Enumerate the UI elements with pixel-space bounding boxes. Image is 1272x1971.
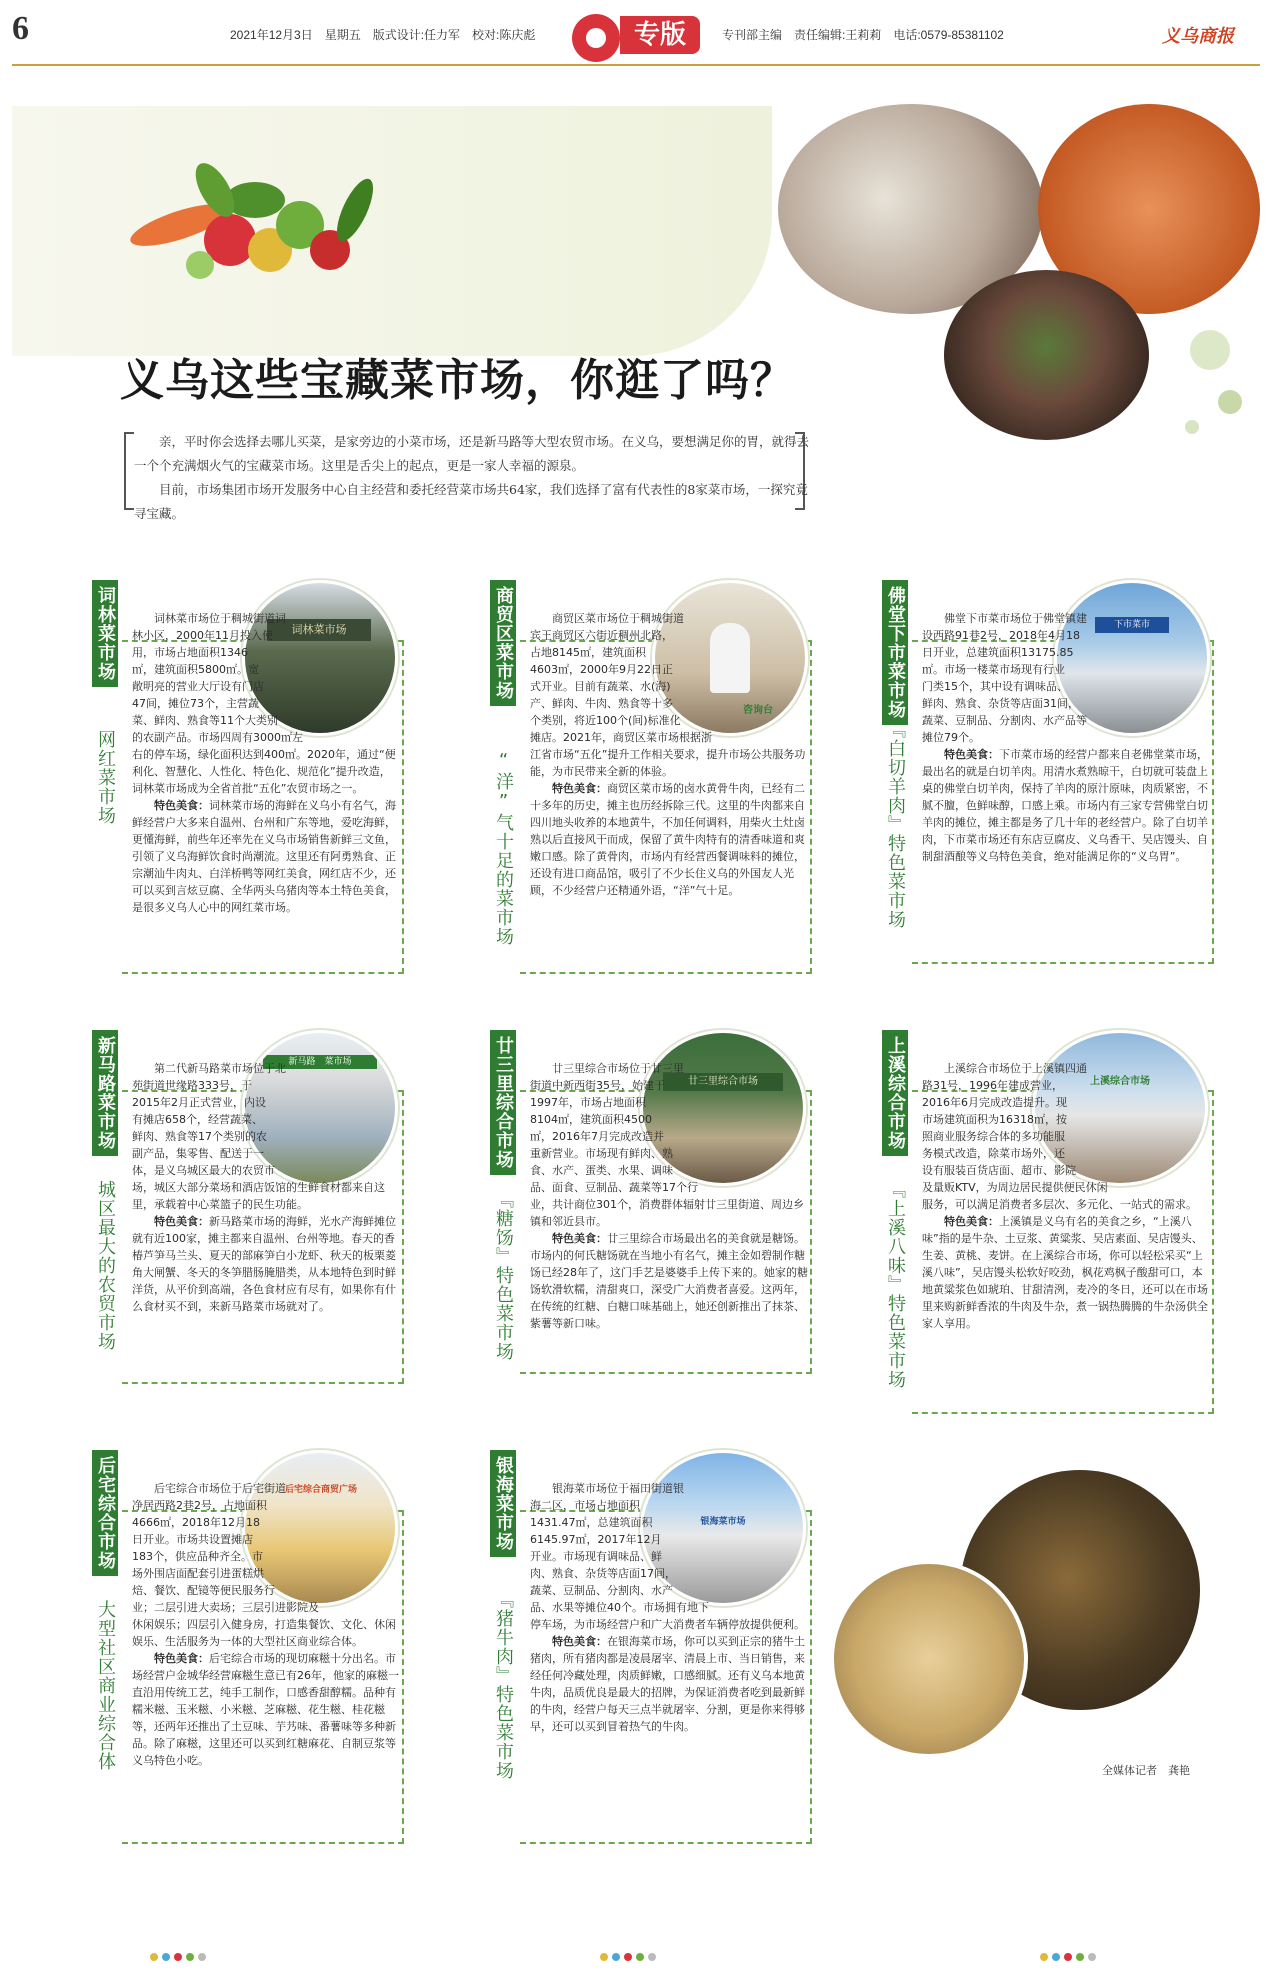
feature-text: 在银海菜市场，你可以买到正宗的猪牛土猪肉，所有猪肉都是凌晨屠宰、清晨上市、当日销售，来经任何冷藏处理，肉质鲜嫩，口感细腻。还有义乌本地黄牛肉，品质优良是最大的招牌，为保证消费者吃到最新鲜的牛肉，经营户每天三点半就屠宰、分割，更是你来得够早，还可以买到冒着热气的牛肉。 (530, 1635, 805, 1733)
info-desk-sign: 咨询台 (743, 705, 773, 716)
intro-p2: 目前，市场集团市场开发服务中心自主经营和委托经营菜市场共64家，我们选择了富有代表性的8家菜市场，一探究竟寻宝藏。 (134, 482, 808, 521)
building-sign: 下市菜市 (1095, 617, 1169, 633)
market-text (922, 1060, 1210, 1332)
food-photo-beef-with-cilantro (944, 270, 1149, 440)
footer-dots-center (600, 1946, 660, 1965)
market-intro: 上溪综合市场位于上溪镇四通路31号，1996年建成营业，2016年6月完成改造提升。现市场建筑面积为16318㎡，按照商业服务综合体的多功能服务模式改造，除菜市场外，还设有服装百货店面、超市、影院及量贩KTV，为周边居民提供便民休闲服务，可以满足消费者多层次、多元化、一站式的需求。 (922, 1062, 1197, 1211)
feature-label: 特色美食： (552, 1232, 607, 1245)
feature-label: 特色美食： (154, 1652, 209, 1665)
decor-dot (186, 1953, 194, 1961)
section-emblem-icon (572, 14, 620, 62)
market-text (530, 1060, 808, 1332)
market-card-yinhai (490, 1450, 810, 1850)
header-info-right: 专刊部主编 责任编辑:王莉莉 电话:0579-85381102 (722, 28, 1004, 42)
feature-text: 上溪镇是义乌有名的美食之乡，“上溪八味”指的是牛杂、土豆浆、黄粱浆、吴店素面、吴店馒头、生姜、黄桃、麦饼。在上溪综合市场，你可以轻松采买“上溪八味”，吴店馒头松软好咬劲，枫花鸡枫子酸甜可口，本地黄粱浆色如琥珀、甘甜清洌，麦冷的冬日，还可以在市场里来购新鲜香浓的牛肉及牛杂，煮一锅热腾腾的牛杂汤供全家人享用。 (922, 1215, 1208, 1330)
decor-dot (648, 1953, 656, 1961)
feature-label: 特色美食： (944, 748, 999, 761)
page-title: 义乌这些宝藏菜市场，你逛了吗？ (120, 355, 795, 406)
market-card-niansanli (490, 1030, 810, 1390)
market-card-houzhai (92, 1450, 402, 1850)
feature-text: 后宅综合市场的现切麻糍十分出名。市场经营户金城华经营麻糍生意已有26年，他家的麻糍一直沿用传统工艺，纯手工制作，口感香甜醇糯。品种有糯米糍、玉米糍、小米糍、芝麻糍、花生糍、桂花糍等，还两年还推出了土豆味、芋艿味、番薯味等多种新品。除了麻糍，这里还可以买到红糖麻花、自制豆浆等义乌特色小吃。 (132, 1652, 399, 1767)
market-intro: 廿三里综合市场位于廿三里街道中新西街35号，始建于1997年，市场占地面积8104㎡，建筑面积4500㎡，2016年7月完成改造并重新营业。市场现有鲜肉、熟食、水产、蛋类、水果、调味品、面食、豆制品、蔬菜等17个行业，共计商位301个，消费群体辐射廿三里街道、周边乡镇和邻近县市。 (530, 1062, 804, 1228)
market-tagline: 『上溪八味』特色菜市场 (885, 1180, 906, 1389)
feature-label: 特色美食： (154, 1215, 209, 1228)
decor-dot (636, 1953, 644, 1961)
feature-text: 商贸区菜市场的卤水黄骨牛肉，已经有二十多年的历史，摊主也历经拆除三代。这里的牛肉都来自四川地头收养的本地黄牛，不加任何调料，用柴火土灶卤熟以后直接风干而成，保留了黄牛肉特有的清香味道和爽嫩口感。除了黄骨肉，市场内有经营西餐调味料的摊位，还设有进口商品馆，吸引了不少长住义乌的外国友人光顾，不少经营户还精通外语，“洋”气十足。 (530, 782, 805, 897)
market-name: 商贸区菜市场 (490, 580, 516, 706)
market-text (530, 610, 808, 899)
market-text (132, 610, 400, 916)
market-card-fotang-xiashi (882, 580, 1212, 980)
decor-dot (600, 1953, 608, 1961)
footer-dots-left (150, 1946, 210, 1965)
feature-text: 词林菜市场的海鲜在义乌小有名气，海鲜经营户大多来自温州、台州和广东等地，爱吃海鲜，更懂海鲜，前些年还率先在义乌市场销售新鲜三文鱼，引领了义乌海鲜饮食时尚潮流。这里还有阿勇熟食、正宗潮汕牛肉丸、白洋桥鸭等网红美食，网红店不少，还可以买到言炫豆腐、全华两头乌猪肉等本土特色美食，是很多义乌人心中的网红菜市场。 (132, 799, 396, 914)
building-sign: 新马路 菜市场 (263, 1055, 377, 1069)
text-wrap-spacer (658, 1480, 808, 1602)
market-text (530, 1480, 808, 1735)
market-card-shangmaoqu (490, 580, 810, 980)
decor-dot (174, 1953, 182, 1961)
decor-dot (1040, 1953, 1048, 1961)
text-wrap-spacer (260, 610, 400, 732)
building-sign: 后宅综合商贸广场 (284, 1485, 357, 1495)
market-name: 后宅综合市场 (92, 1450, 118, 1576)
masthead-logo: 义乌商报 (1162, 26, 1234, 47)
food-photo-tofu (830, 1560, 1028, 1758)
intro-paragraphs (124, 426, 824, 530)
decor-dot (150, 1953, 158, 1961)
market-name: 上溪综合市场 (882, 1030, 908, 1156)
header-info-left: 2021年12月3日 星期五 版式设计:任力军 校对:陈庆彪 (230, 28, 536, 42)
vegetables-illustration (120, 130, 380, 300)
market-tagline: 城区最大的农贸市场 (95, 1180, 116, 1351)
market-tagline: “洋”气十足的菜市场 (493, 750, 514, 946)
building-sign: 银海菜市场 (700, 1517, 746, 1527)
market-tagline: 『猪牛肉』特色菜市场 (493, 1590, 514, 1780)
decor-dot (1064, 1953, 1072, 1961)
market-tagline: 网红菜市场 (95, 730, 116, 825)
page-number: 6 (12, 10, 29, 47)
decor-dot (162, 1953, 170, 1961)
feature-text: 下市菜市场的经营户都来自老佛堂菜市场，最出名的就是白切羊肉。用清水煮熟晾干，白切就可装盘上桌的佛堂白切羊肉，保持了羊肉的原汁原味，肉质紧密，不腻不膻，色鲜味醇，口感上乘。市场内有三家专营佛堂白切羊肉的摊位，摊主都是务了几十年的老经营户。除了白切羊肉，下市菜市场还有东店豆腐皮、义乌香干、吴店馒头、自制甜酒酿等义乌特色美食，绝对能满足你的“义乌胃”。 (922, 748, 1208, 863)
feature-label: 特色美食： (154, 799, 209, 812)
market-intro: 银海菜市场位于福田街道银海二区，市场占地面积1431.47㎡，总建筑面积6145.97㎡，2017年12月开业。市场现有调味品、鲜肉、熟食、杂货等店面17间，蔬菜、豆制品、分割肉、水产品、水果等摊位40个。市场拥有地下停车场，为市场经营户和广大消费者车辆停放提供便利。 (530, 1482, 805, 1631)
entrance-sign: 廿三里综合市场 (663, 1073, 783, 1091)
market-card-shangxi (882, 1030, 1212, 1430)
market-card-cilin (92, 580, 402, 980)
market-intro: 第二代新马路菜市场位于北苑街道世缘路333号，于2015年2月正式营业，内设有摊店658个，经营蔬菜、鲜肉、熟食等17个类别的农副产品，集零售、配送于一体，是义乌城区最大的农贸市场，城区大部分菜场和酒店饭馆的生鲜食材都来自这里，承载着中心菜篮子的民生功能。 (132, 1062, 385, 1211)
decor-dot (624, 1953, 632, 1961)
market-name: 廿三里综合市场 (490, 1030, 516, 1175)
decor-dot (1218, 390, 1242, 414)
market-name: 新马路菜市场 (92, 1030, 118, 1156)
market-text (922, 610, 1210, 865)
market-intro: 后宅综合市场位于后宅街道净居西路2巷2号，占地面积4666㎡，2018年12月18日开业。市场共设置摊店183个，供应品种齐全。市场外围店面配套引进蛋糕烘焙、餐饮、配镜等便民服务行业；二层引进大卖场；三层引进影院及休闲娱乐；四层引入健身房，打造集餐饮、文化、休闲娱乐、生活服务为一体的大型社区商业综合体。 (132, 1482, 396, 1648)
building-sign: 上溪综合市场 (1090, 1076, 1150, 1087)
market-intro: 佛堂下市菜市场位于佛堂镇建设西路91巷2号，2018年4月18日开业，总建筑面积13175.85㎡。市场一楼菜市场现有行业门类15个，其中设有调味品、鲜肉、熟食、杂货等店面31间，蔬菜、豆制品、分割肉、水产品等摊位79个。 (922, 612, 1087, 744)
intro-p1: 亲，平时你会选择去哪儿买菜，是家旁边的小菜市场，还是新马路等大型农贸市场。在义乌，要想满足你的胃，就得去一个个充满烟火气的宝藏菜市场。这里是舌尖上的起点，更是一家人幸福的源泉。 (134, 434, 810, 473)
decor-dot (1076, 1953, 1084, 1961)
decor-dot (1190, 330, 1230, 370)
market-text (132, 1060, 400, 1315)
market-name: 词林菜市场 (92, 580, 118, 687)
text-wrap-spacer (260, 1480, 400, 1600)
decor-dot (612, 1953, 620, 1961)
feature-label: 特色美食： (552, 1635, 607, 1648)
decor-dot (1052, 1953, 1060, 1961)
market-tagline: 『白切羊肉』特色菜市场 (885, 720, 906, 929)
text-wrap-spacer (260, 1060, 400, 1178)
feature-label: 特色美食： (552, 782, 607, 795)
market-text (132, 1480, 400, 1769)
header-divider (12, 64, 1260, 66)
feature-label: 特色美食： (944, 1215, 999, 1228)
feature-text: 廿三里综合市场最出名的美食就是糖饧。市场内的何氏糖饧就在当地小有名气，摊主金如碧制作糖饧已经28年了，这门手艺是婆婆手上传下来的。她家的糖饧软滑软糯，清甜爽口，深受广大消费者喜爱。这两年，在传统的红糖、白糖口味基础上，她还创新推出了抹茶、紫薯等新口味。 (530, 1232, 808, 1330)
decor-dot (1088, 1953, 1096, 1961)
storefront-sign: 词林菜市场 (267, 619, 371, 641)
market-tagline: 『糖饧』特色菜市场 (493, 1190, 514, 1361)
decor-dot (1185, 420, 1199, 434)
feature-text: 新马路菜市场的海鲜，光水产海鲜摊位就有近100家，摊主都来自温州、台州等地。春天的香椿芦笋马兰头、夏天的部麻笋白小龙虾、秋天的板栗菱角大闸蟹、冬天的冬笋腊肠腌腊类，从本地特色到时鲜洋货，从平价到高端，各色食材应有尽有，如果你有什么食材买不到，来新马路菜市场就对了。 (132, 1215, 396, 1313)
market-tagline: 大型社区商业综合体 (95, 1600, 116, 1771)
market-card-xinmalu (92, 1030, 402, 1390)
market-intro: 商贸区菜市场位于稠城街道宾王商贸区六街近稠州北路，占地8145㎡，建筑面积4603㎡，2000年9月22日正式开业。目前有蔬菜、水(海)产、鲜肉、牛肉、熟食等十多个类别，将近100个(间)标准化摊店。2021年，商贸区菜市场根据浙江省市场“五化”提升工作相关要求，提升市场公共服务功能，为市民带来全新的体验。 (530, 612, 806, 778)
decor-dot (198, 1953, 206, 1961)
market-name: 银海菜市场 (490, 1450, 516, 1557)
footer-dots-right (1040, 1946, 1100, 1965)
market-intro: 词林菜市场位于稠城街道词林小区，2000年11月投入使用，市场占地面积1346㎡，建筑面积5800㎡。宽敞明亮的营业大厅设有门店47间，摊位73个，主营蔬菜、鲜肉、熟食等11个大类别的农副产品。市场四周有3000㎡左右的停车场，绿化面积达到400㎡。2020年，通过“便利化、智慧化、人性化、特色化、规范化”提升改造，词林菜市场成为全省首批“五化”农贸市场之一。 (132, 612, 396, 795)
reporter-credit: 全媒体记者 龚艳 (1102, 1764, 1190, 1777)
market-name: 佛堂下市菜市场 (882, 580, 908, 725)
section-label: 专版 (620, 16, 700, 54)
text-wrap-spacer (658, 1060, 808, 1182)
